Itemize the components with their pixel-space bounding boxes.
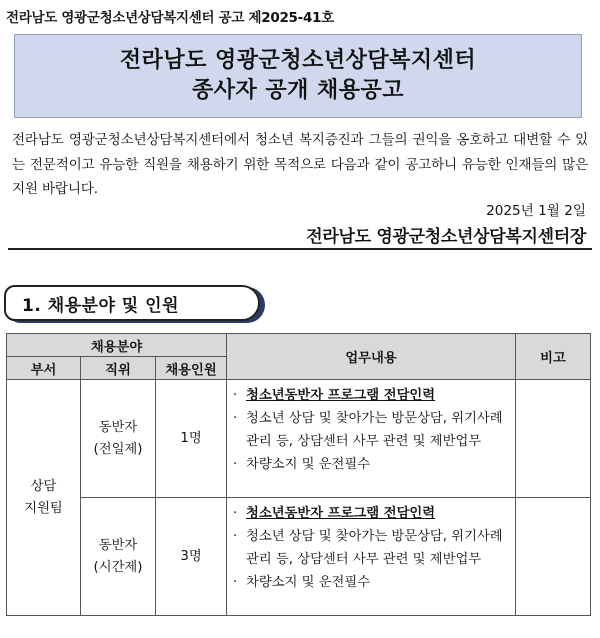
notice-date: 2025년 1월 2일 <box>486 203 586 219</box>
header-count: 채용인원 <box>156 357 227 380</box>
bullet-mark: · <box>233 411 238 426</box>
header-duties: 업무내용 <box>227 334 516 380</box>
duty-title: 청소년동반자 프로그램 전담인력 <box>246 506 436 521</box>
position-cell: 동반자 (시간제) <box>81 498 156 616</box>
duty-cell <box>227 380 516 498</box>
recruitment-table <box>6 333 591 616</box>
header-dept: 부서 <box>7 357 81 380</box>
duty-body: 청소년 상담 및 찾아가는 방문상담, 위기사례관리 등, 상담센터 사무 관련 및 제반업무 <box>246 529 503 567</box>
position-cell: 동반자 (전일제) <box>81 380 156 498</box>
header-position: 직위 <box>81 357 156 380</box>
note-cell <box>516 380 591 498</box>
duty-extra: 차량소지 및 운전필수 <box>246 457 371 472</box>
duty-body: 청소년 상담 및 찾아가는 방문상담, 위기사례관리 등, 상담센터 사무 관련 및 제반업무 <box>246 411 503 449</box>
duty-title: 청소년동반자 프로그램 전담인력 <box>246 388 436 403</box>
section-1-title: 1. 채용분야 및 인원 <box>22 295 179 316</box>
header-field: 채용분야 <box>7 334 227 357</box>
bullet-mark: · <box>233 575 238 590</box>
count-cell: 3명 <box>156 498 227 616</box>
bullet-mark: · <box>233 457 238 472</box>
bullet-mark: · <box>233 388 238 403</box>
divider <box>8 248 592 250</box>
bullet-mark: · <box>233 506 238 521</box>
title-line-2: 종사자 공개 채용공고 <box>191 78 405 103</box>
intro-paragraph: 전라남도 영광군청소년상담복지센터에서 청소년 복지증진과 그들의 권익을 옹호하고 대변할 수 있는 전문적이고 유능한 직원을 채용하기 위한 목적으로 다음과 같이 공고하니 유능한 인재들의 많은 지원 바랍니다. <box>12 132 588 197</box>
section-1-heading <box>4 285 260 321</box>
duty-extra: 차량소지 및 운전필수 <box>246 575 371 590</box>
table-row <box>7 380 591 498</box>
title-line-1: 전라남도 영광군청소년상담복지센터 <box>119 48 477 73</box>
dept-cell: 상담 지원팀 <box>7 380 81 616</box>
title-banner <box>14 34 582 118</box>
signer: 전라남도 영광군청소년상담복지센터장 <box>306 227 586 247</box>
notice-number: 전라남도 영광군청소년상담복지센터 공고 제2025-41호 <box>6 10 334 26</box>
duty-cell <box>227 498 516 616</box>
count-cell: 1명 <box>156 380 227 498</box>
header-note: 비고 <box>516 334 591 380</box>
note-cell <box>516 498 591 616</box>
table-row <box>7 498 591 616</box>
bullet-mark: · <box>233 529 238 544</box>
